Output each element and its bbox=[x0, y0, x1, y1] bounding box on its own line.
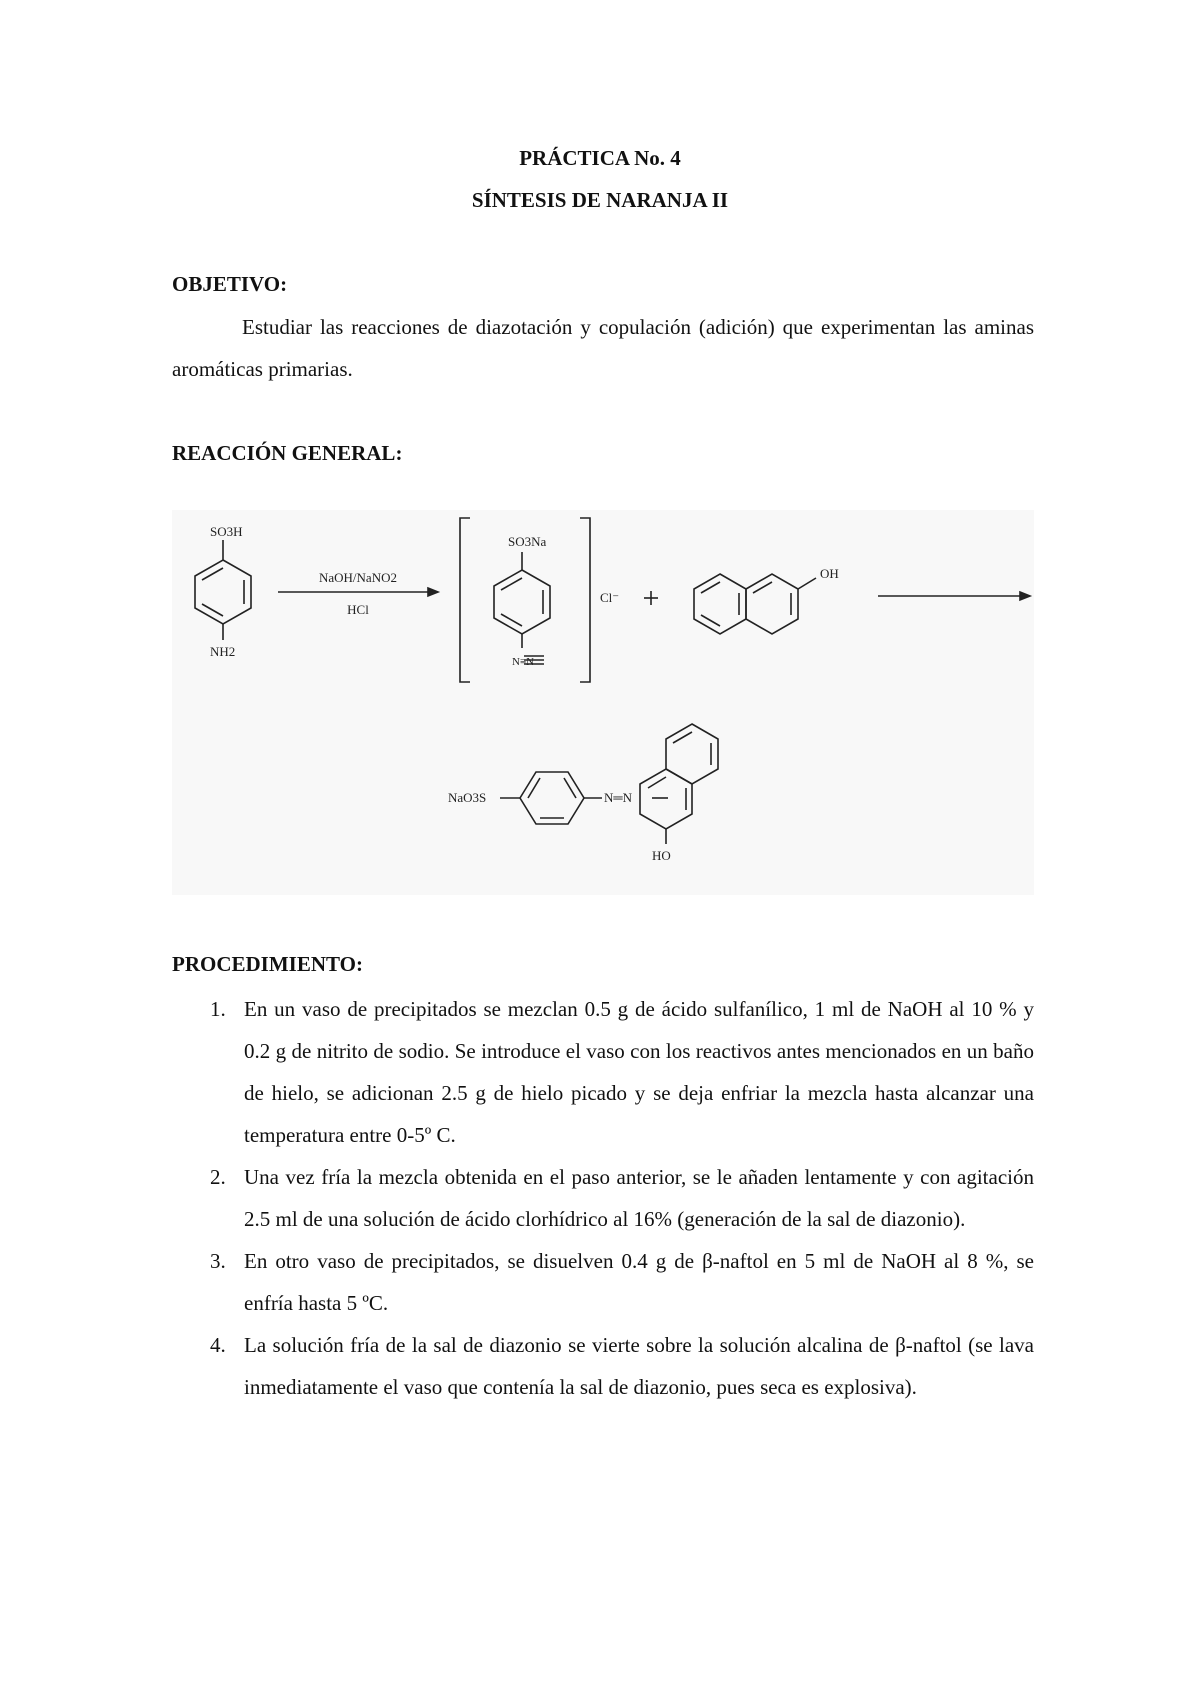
label-hcl: HCl bbox=[347, 602, 369, 617]
label-nao3s: NaO3S bbox=[448, 790, 487, 805]
label-diazonium-n: N≡N bbox=[512, 656, 535, 668]
procedure-step-3 bbox=[172, 1240, 1034, 1324]
label-so3na: SO3Na bbox=[508, 534, 547, 549]
label-nh2: NH2 bbox=[210, 644, 236, 659]
objective-paragraph bbox=[172, 306, 1034, 390]
label-oh: OH bbox=[820, 566, 839, 581]
procedure-list bbox=[172, 988, 1034, 1408]
label-so3h: SO3H bbox=[210, 524, 243, 539]
label-ho: HO bbox=[652, 848, 671, 863]
procedure-step-2 bbox=[172, 1156, 1034, 1240]
procedure-step-4 bbox=[172, 1324, 1034, 1408]
reaction-scheme bbox=[172, 510, 1034, 895]
scheme-background bbox=[172, 510, 1034, 895]
step-number: 1. bbox=[210, 997, 226, 1021]
procedure-step-1 bbox=[172, 988, 1034, 1156]
document-subtitle: SÍNTESIS DE NARANJA II bbox=[471, 188, 729, 212]
label-naoh-nano2: NaOH/NaNO2 bbox=[319, 570, 397, 585]
step-number: 3. bbox=[210, 1249, 226, 1273]
reaction-heading: REACCIÓN GENERAL: bbox=[172, 441, 403, 465]
step-text: Una vez fría la mezcla obtenida en el paso anterior, se le añaden lentamente y con agitación 2.5 ml de una solución de ácido clorhídrico al 16% (generación de la sal de diazonio). bbox=[244, 1165, 1034, 1231]
label-chloride: Cl⁻ bbox=[600, 590, 620, 605]
procedure-heading: PROCEDIMIENTO: bbox=[172, 952, 363, 976]
step-number: 2. bbox=[210, 1165, 226, 1189]
step-text: En otro vaso de precipitados, se disuelven 0.4 g de β-naftol en 5 ml de NaOH al 8 %, se enfría hasta 5 ºC. bbox=[244, 1249, 1034, 1315]
objective-text: Estudiar las reacciones de diazotación y copulación (adición) que experimentan las aminas aromáticas primarias. bbox=[172, 315, 1034, 381]
step-text: La solución fría de la sal de diazonio se vierte sobre la solución alcalina de β-naftol (se lava inmediatamente el vaso que contenía la sal de diazonio, pues seca es explosiva). bbox=[244, 1333, 1034, 1399]
reaction-scheme-drawing bbox=[172, 510, 1034, 895]
objective-heading: OBJETIVO: bbox=[172, 272, 288, 296]
step-number: 4. bbox=[210, 1333, 226, 1357]
label-azo: N═N bbox=[604, 790, 632, 805]
document-title: PRÁCTICA No. 4 bbox=[519, 146, 681, 170]
step-text: En un vaso de precipitados se mezclan 0.5 g de ácido sulfanílico, 1 ml de NaOH al 10 % y 0.2 g de nitrito de sodio. Se introduce el vaso con los reactivos antes mencionados en un baño de hielo, se adicionan 2.5 g de hielo picado y se deja enfriar la mezcla hasta alcanzar una temperatura entre 0-5º C. bbox=[244, 997, 1034, 1147]
